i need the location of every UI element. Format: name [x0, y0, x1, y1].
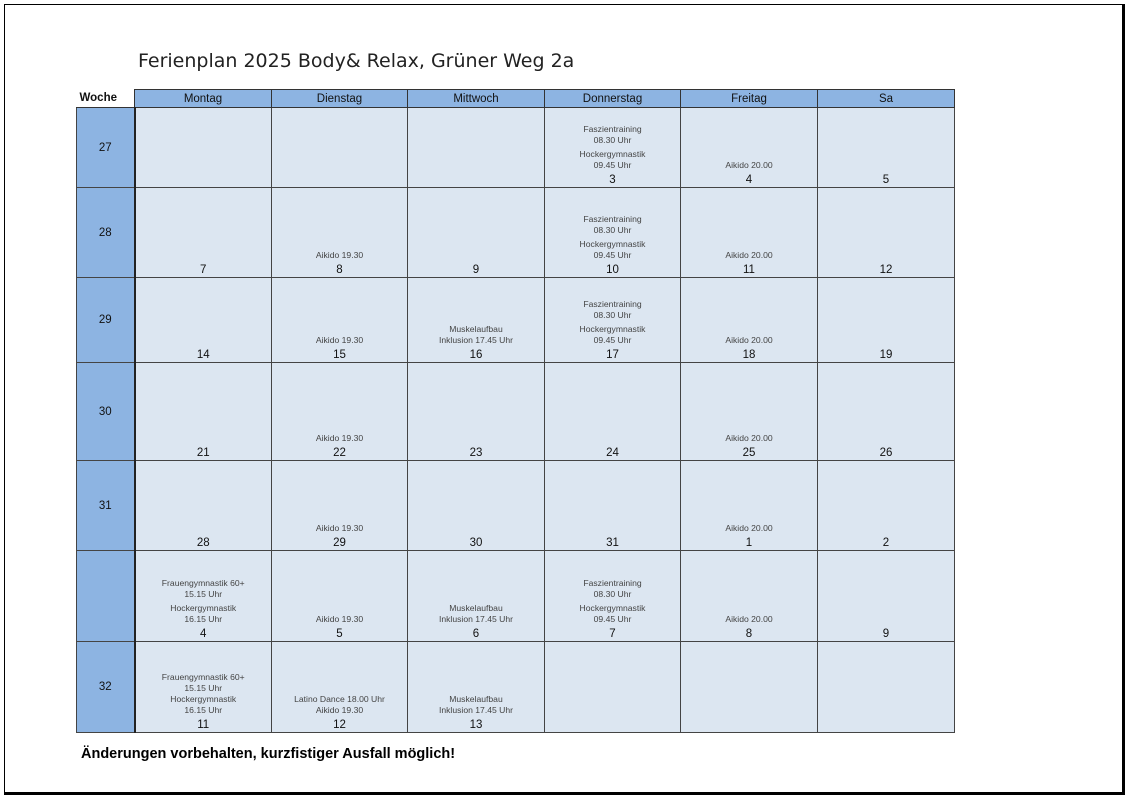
week-row	[77, 363, 955, 461]
holiday-calendar-table	[76, 89, 955, 733]
day-number: 8	[745, 628, 753, 640]
day-cell	[272, 108, 408, 188]
day-cell	[818, 642, 955, 733]
day-number: 7	[200, 264, 207, 276]
header-row	[77, 90, 955, 108]
events-list	[272, 250, 407, 261]
events-list	[681, 433, 817, 444]
events-list	[681, 335, 817, 346]
events-list	[136, 672, 272, 716]
course-entry	[681, 335, 817, 346]
course-entry	[408, 603, 544, 625]
day-cell	[408, 642, 545, 733]
course-text: Muskelaufbau	[449, 694, 503, 704]
week-number	[77, 551, 135, 642]
course-entry	[545, 124, 680, 146]
day-header-sa: Sa	[818, 90, 955, 108]
day-cell	[135, 108, 272, 188]
day-number: 11	[197, 719, 210, 731]
course-text: Faszientraining	[583, 124, 642, 134]
course-entry	[272, 433, 407, 444]
course-entry	[681, 160, 817, 171]
week-row	[77, 278, 955, 363]
course-entry	[272, 694, 407, 716]
course-entry	[408, 324, 544, 346]
events-list	[681, 523, 817, 534]
day-number: 2	[882, 537, 890, 549]
day-cell	[681, 363, 818, 461]
course-text: Aikido 19.30	[315, 335, 364, 345]
events-list	[545, 124, 680, 171]
course-entry	[681, 250, 817, 261]
day-cell	[818, 551, 955, 642]
events-list	[136, 578, 272, 625]
day-cell	[681, 642, 818, 733]
week-number: 28	[77, 188, 135, 278]
course-text: 15.15 Uhr	[184, 589, 223, 599]
course-entry	[408, 694, 544, 716]
day-cell	[272, 363, 408, 461]
day-cell	[408, 188, 545, 278]
day-number: 4	[200, 628, 207, 640]
events-list	[408, 694, 544, 716]
week-number: 31	[77, 461, 135, 551]
course-entry	[545, 603, 680, 625]
day-number: 31	[606, 537, 619, 549]
course-text: Inklusion 17.45 Uhr	[438, 705, 514, 715]
day-number: 9	[472, 264, 480, 276]
course-text: Latino Dance 18.00 Uhr	[294, 694, 385, 704]
course-entry	[545, 239, 680, 261]
day-cell	[545, 278, 681, 363]
course-text: 08.30 Uhr	[593, 310, 632, 320]
day-number: 26	[879, 447, 893, 459]
day-cell	[135, 642, 272, 733]
day-cell	[272, 642, 408, 733]
course-entry	[545, 299, 680, 321]
day-cell	[408, 108, 545, 188]
day-number: 21	[196, 447, 210, 459]
day-cell	[545, 108, 681, 188]
course-text: 09.45 Uhr	[593, 250, 632, 260]
course-entry	[681, 614, 817, 625]
events-list	[681, 250, 817, 261]
course-entry	[545, 578, 680, 600]
day-number: 5	[882, 174, 890, 186]
course-text: Aikido 20.00	[725, 335, 773, 345]
course-text: 16.15 Uhr	[184, 705, 223, 715]
events-list	[272, 523, 407, 534]
day-header-donnerstag: Donnerstag	[545, 90, 681, 108]
day-cell	[818, 108, 955, 188]
week-row	[77, 551, 955, 642]
course-text: Muskelaufbau	[449, 603, 503, 613]
events-list	[681, 160, 817, 171]
events-list	[681, 614, 817, 625]
week-row	[77, 461, 955, 551]
course-text: 09.45 Uhr	[593, 160, 632, 170]
day-cell	[272, 551, 408, 642]
events-list	[272, 433, 407, 444]
day-cell	[681, 278, 818, 363]
course-text: Aikido 20.00	[725, 160, 773, 170]
day-number: 22	[333, 447, 346, 459]
day-number: 16	[469, 349, 483, 361]
day-cell	[135, 461, 272, 551]
course-text: Aikido 20.00	[725, 433, 773, 443]
day-number: 24	[606, 447, 619, 459]
course-text: Faszientraining	[583, 578, 642, 588]
day-number: 28	[196, 537, 210, 549]
day-cell	[408, 461, 545, 551]
day-number: 14	[196, 349, 210, 361]
day-cell	[681, 188, 818, 278]
events-list	[272, 335, 407, 346]
course-entry	[272, 335, 407, 346]
day-number: 3	[609, 174, 616, 186]
week-number: 30	[77, 363, 135, 461]
events-list	[545, 299, 680, 346]
course-text: Muskelaufbau	[449, 324, 503, 334]
course-text: Hockergymnastik	[170, 694, 237, 704]
day-number: 7	[609, 628, 616, 640]
day-cell	[818, 278, 955, 363]
events-list	[408, 603, 544, 625]
day-cell	[408, 363, 545, 461]
events-list	[545, 578, 680, 625]
course-text: 15.15 Uhr	[184, 683, 223, 693]
events-list	[272, 694, 407, 716]
day-number: 12	[879, 264, 893, 276]
day-number: 25	[742, 447, 756, 459]
course-text: Aikido 19.30	[315, 433, 364, 443]
day-cell	[135, 363, 272, 461]
course-text: Hockergymnastik	[579, 603, 646, 613]
week-number: 29	[77, 278, 135, 363]
course-text: Inklusion 17.45 Uhr	[438, 614, 514, 624]
course-entry	[545, 214, 680, 236]
week-row	[77, 642, 955, 733]
events-list	[272, 614, 407, 625]
course-text: 09.45 Uhr	[593, 335, 632, 345]
day-cell	[545, 642, 681, 733]
day-cell	[272, 278, 408, 363]
day-number: 18	[742, 349, 756, 361]
day-cell	[408, 278, 545, 363]
disclaimer-note: Änderungen vorbehalten, kurzfistiger Ausfall möglich!	[81, 746, 456, 762]
week-column-header: Woche	[77, 90, 135, 108]
day-number: 19	[879, 349, 893, 361]
day-number: 17	[606, 349, 619, 361]
day-cell	[818, 363, 955, 461]
course-text: Aikido 19.30	[315, 523, 364, 533]
course-entry	[681, 433, 817, 444]
day-header-dienstag: Dienstag	[272, 90, 408, 108]
course-text: Hockergymnastik	[579, 239, 646, 249]
course-entry	[545, 149, 680, 171]
week-number: 27	[77, 108, 135, 188]
course-entry	[545, 324, 680, 346]
day-cell	[135, 278, 272, 363]
week-row	[77, 108, 955, 188]
course-text: Aikido 19.30	[315, 705, 364, 715]
day-number: 6	[472, 628, 480, 640]
day-number: 30	[469, 537, 483, 549]
day-number: 11	[743, 264, 755, 276]
course-text: Aikido 19.30	[315, 250, 364, 260]
day-cell	[681, 461, 818, 551]
day-cell	[408, 551, 545, 642]
course-text: Faszientraining	[583, 214, 642, 224]
day-cell	[681, 551, 818, 642]
day-cell	[272, 188, 408, 278]
course-text: 09.45 Uhr	[593, 614, 632, 624]
day-cell	[135, 551, 272, 642]
course-entry	[272, 250, 407, 261]
course-text: 16.15 Uhr	[184, 614, 223, 624]
events-list	[545, 214, 680, 261]
day-number: 8	[336, 264, 343, 276]
course-text: Hockergymnastik	[170, 603, 237, 613]
course-entry	[681, 523, 817, 534]
course-entry	[136, 672, 272, 716]
day-cell	[545, 551, 681, 642]
day-header-montag: Montag	[135, 90, 272, 108]
day-cell	[545, 363, 681, 461]
day-cell	[545, 461, 681, 551]
course-text: Frauengymnastik 60+	[161, 578, 245, 588]
course-entry	[136, 578, 272, 600]
course-text: Frauengymnastik 60+	[161, 672, 245, 682]
day-cell	[818, 188, 955, 278]
course-text: Faszientraining	[583, 299, 642, 309]
course-text: Inklusion 17.45 Uhr	[438, 335, 514, 345]
day-cell	[545, 188, 681, 278]
course-text: 08.30 Uhr	[593, 135, 632, 145]
week-row	[77, 188, 955, 278]
day-number: 9	[882, 628, 890, 640]
course-text: Hockergymnastik	[579, 324, 646, 334]
day-number: 1	[745, 537, 753, 549]
day-number: 23	[469, 447, 483, 459]
day-number: 4	[745, 174, 753, 186]
day-number: 29	[333, 537, 346, 549]
page-title: Ferienplan 2025 Body& Relax, Grüner Weg 2a	[138, 50, 575, 72]
course-text: 08.30 Uhr	[593, 589, 632, 599]
course-entry	[272, 614, 407, 625]
day-cell	[681, 108, 818, 188]
day-number: 5	[336, 628, 343, 640]
course-entry	[136, 603, 272, 625]
day-number: 10	[606, 264, 619, 276]
course-text: Aikido 20.00	[725, 250, 773, 260]
course-text: Aikido 20.00	[725, 523, 773, 533]
week-number: 32	[77, 642, 135, 733]
course-text: Aikido 20.00	[725, 614, 773, 624]
course-text: 08.30 Uhr	[593, 225, 632, 235]
day-cell	[272, 461, 408, 551]
course-text: Aikido 19.30	[315, 614, 364, 624]
day-number: 12	[333, 719, 346, 731]
course-entry	[272, 523, 407, 534]
events-list	[408, 324, 544, 346]
document-page	[4, 4, 1125, 795]
day-number: 13	[469, 719, 483, 731]
day-cell	[818, 461, 955, 551]
day-cell	[135, 188, 272, 278]
day-number: 15	[333, 349, 346, 361]
day-header-mittwoch: Mittwoch	[408, 90, 545, 108]
course-text: Hockergymnastik	[579, 149, 646, 159]
day-header-freitag: Freitag	[681, 90, 818, 108]
